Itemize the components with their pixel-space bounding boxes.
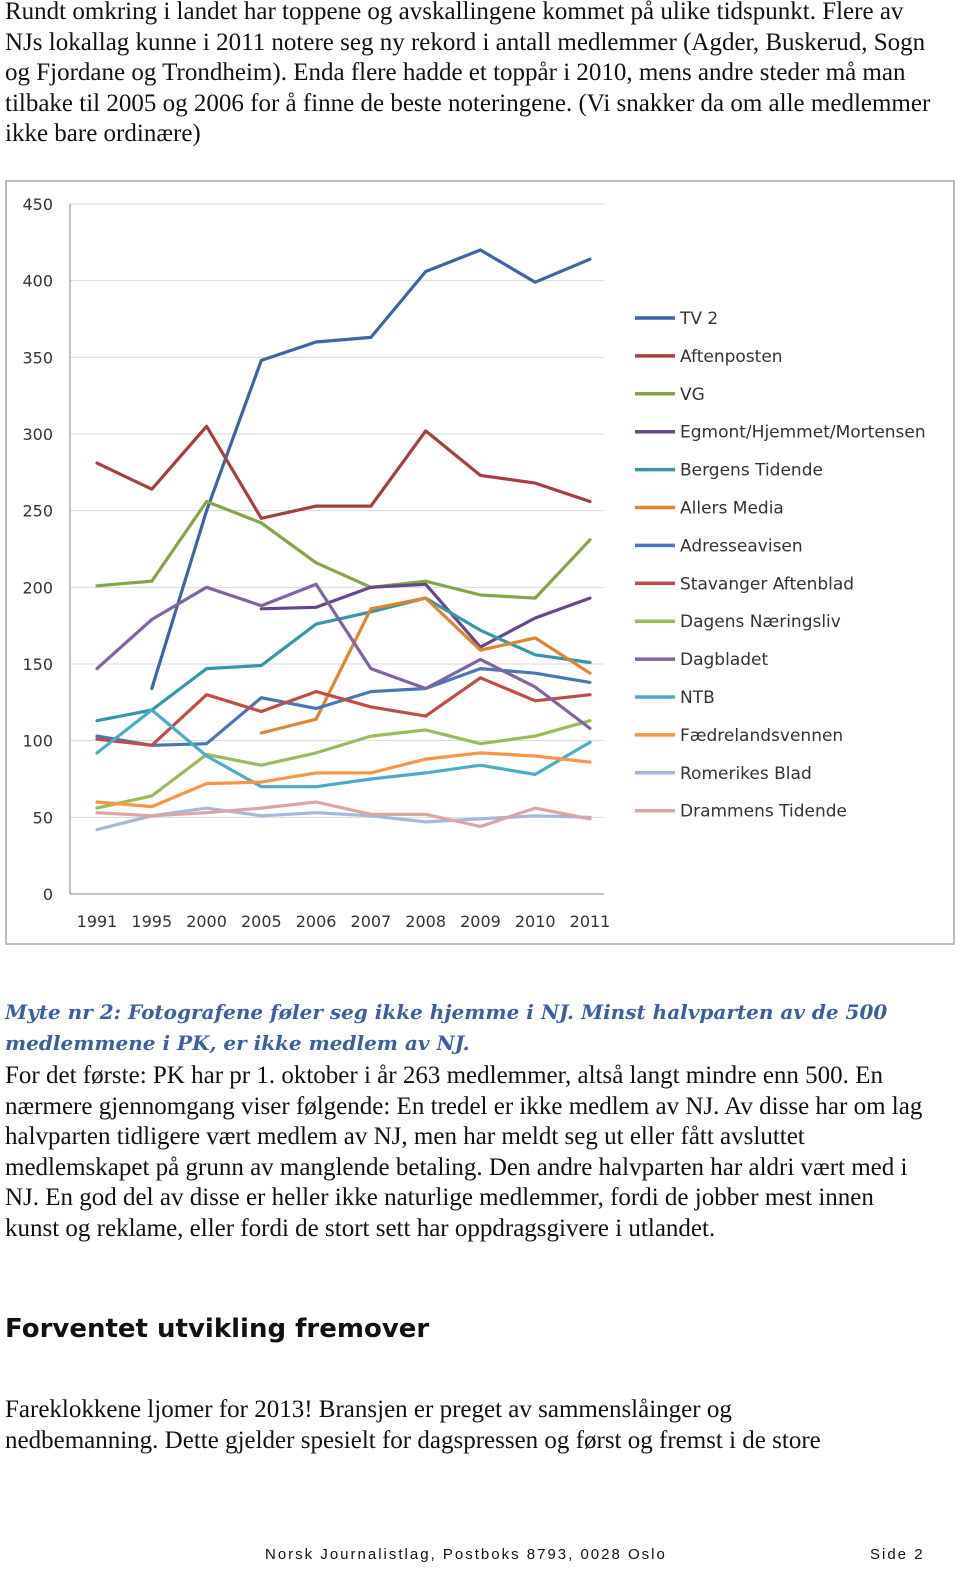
footer-address: Norsk Journalistlag, Postboks 8793, 0028 Oslo [265, 1546, 667, 1563]
series-line [97, 502, 590, 599]
membership-chart [5, 180, 955, 945]
legend-label: VG [680, 384, 705, 405]
legend-label: NTB [680, 688, 715, 708]
legend-label: Stavanger Aftenblad [680, 574, 855, 595]
legend-label: Romerikes Blad [680, 763, 812, 784]
x-tick-label: 2006 [295, 912, 337, 931]
x-tick-label: 2007 [350, 912, 392, 931]
y-tick-label: 150 [22, 655, 53, 674]
series-line [261, 598, 590, 733]
x-tick-label: 2011 [569, 912, 611, 931]
intro-paragraph: Rundt omkring i landet har toppene og avskallingene kommet på ulike tidspunkt. Flere av NJs lokallag kunne i 2011 notere seg ny rekord i antall medlemmer (Agder, Buskerud, Sogn og Fjordane og Trondheim). Enda flere hadde et toppår i 2010, mens andre steder må man tilbake til 2005 og 2006 for å finne de beste noteringene. (Vi snakker da om alle medlemmer ikke bare ordinære) [5, 0, 931, 148]
y-tick-label: 350 [22, 348, 53, 368]
series-line [97, 669, 590, 746]
y-tick-label: 200 [22, 578, 53, 598]
legend-label: Fædrelandsvennen [680, 725, 844, 746]
legend-label: Aftenposten [680, 346, 783, 367]
x-tick-label: 2010 [514, 912, 556, 931]
footer-page-number: Side 2 [870, 1546, 925, 1563]
legend-label: Egmont/Hjemmet/Mortensen [680, 422, 926, 443]
section-heading: Forventet utvikling fremover [5, 1314, 430, 1344]
legend-label: Allers Media [680, 498, 784, 519]
myth-paragraph: For det første: PK har pr 1. oktober i år 263 medlemmer, altså langt mindre enn 500. En nærmere gjennomgang viser følgende: En tredel er ikke medlem av NJ. Av disse har om lag halvparten tidligere vært medlem av NJ, men har meldt seg ut eller fått avsluttet medlemskapet på grunn av manglende betaling. Den andre halvparten har aldri vært med i NJ. En god del av disse er heller ikke naturlige medlemmer, fordi de jobber mest innen kunst og reklame, eller fordi de stort sett har oppdragsgivere i utlandet. [5, 1062, 923, 1242]
legend-label: TV 2 [680, 309, 719, 329]
series-line [97, 808, 590, 830]
y-tick-label: 50 [32, 808, 53, 828]
y-tick-label: 250 [22, 501, 53, 521]
legend-label: Drammens Tidende [680, 801, 847, 822]
myth-heading: Myte nr 2: Fotografene føler seg ikke hjemme i NJ. Minst halvparten av de 500 medlemmene i PK, er ikke medlem av NJ. [5, 1000, 888, 1055]
section-paragraph: Fareklokkene ljomer for 2013! Bransjen er preget av sammenslåinger og nedbemanning. Dette gjelder spesielt for dagspressen og først og fremst i de store [5, 1396, 821, 1454]
y-tick-label: 300 [22, 425, 53, 444]
legend-label: Adresseavisen [680, 536, 803, 557]
series-line [97, 598, 590, 721]
y-tick-label: 450 [22, 195, 53, 214]
series-line [97, 678, 590, 746]
x-tick-label: 2008 [405, 912, 447, 931]
legend-label: Dagbladet [680, 650, 769, 671]
x-tick-label: 1991 [76, 912, 118, 931]
x-tick-label: 2000 [186, 912, 227, 931]
series-line [97, 426, 590, 518]
y-tick-label: 100 [22, 731, 53, 751]
legend-label: Dagens Næringsliv [680, 612, 841, 633]
x-tick-label: 1995 [131, 912, 173, 931]
y-tick-label: 400 [22, 271, 53, 291]
legend-label: Bergens Tidende [680, 460, 823, 481]
x-tick-label: 2009 [460, 912, 501, 931]
y-tick-label: 0 [42, 885, 53, 904]
series-line [97, 721, 590, 808]
series-line [97, 710, 590, 787]
series-line [97, 584, 590, 728]
x-tick-label: 2005 [240, 912, 282, 931]
chart-canvas [7, 182, 953, 943]
